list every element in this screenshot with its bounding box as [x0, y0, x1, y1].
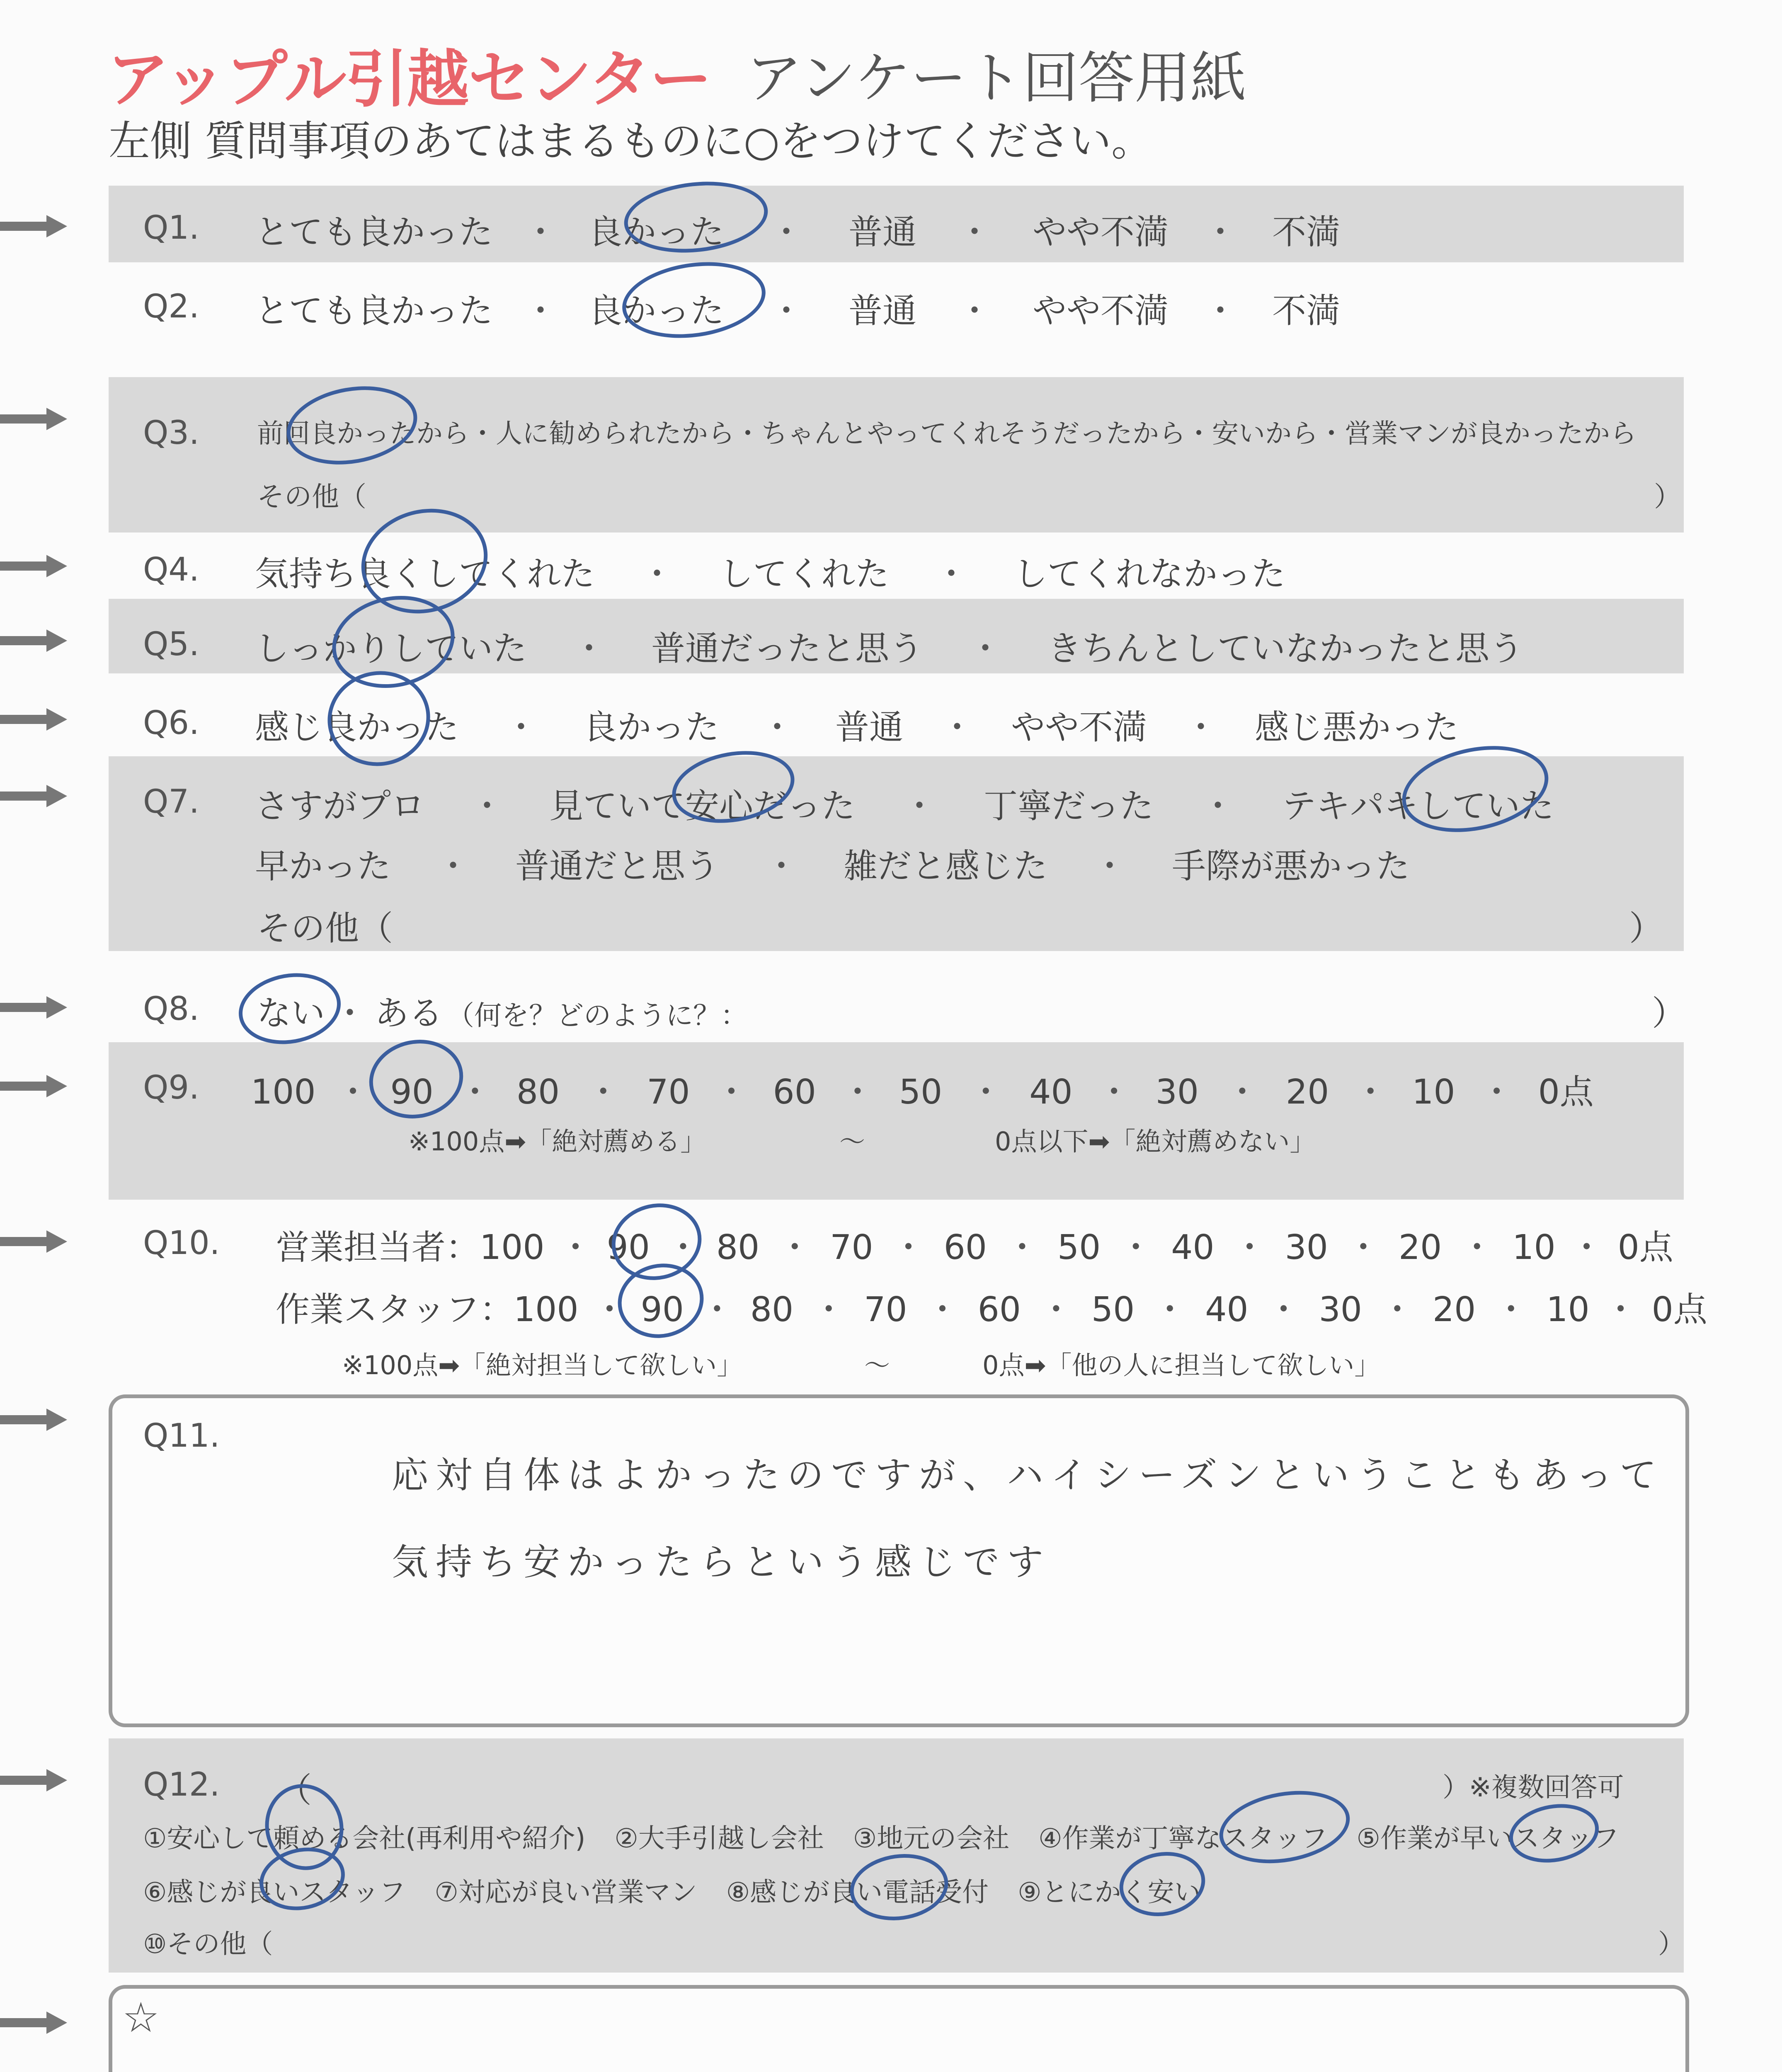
q5-option[interactable]: きちんとしていなかったと思う	[1047, 629, 1524, 668]
q9-score[interactable]: 40	[1029, 1072, 1073, 1112]
q4-option[interactable]: してくれた	[719, 554, 890, 594]
q10-staff-score[interactable]: 100	[514, 1290, 579, 1329]
q9-score[interactable]: 10	[1412, 1072, 1455, 1112]
q10-note-right: 0点➡「他の人に担当して欲しい」	[982, 1350, 1380, 1380]
q5-option[interactable]: 普通だったと思う	[651, 629, 924, 668]
q12-options-row1	[143, 1817, 1619, 1855]
q10-staff-row: 作業スタッフ：100 ・ 90 ・ 80 ・ 70 ・ 60 ・ 50 ・ 40 ・ 30 ・ 20 ・ 10 ・ 0点	[276, 1283, 1707, 1331]
star-icon: ☆	[122, 1993, 160, 2042]
q12-option[interactable]: ②大手引越し会社	[614, 1823, 824, 1854]
q10-note-left: ※100点➡「絶対担当して欲しい」	[342, 1350, 743, 1380]
q12-open: （	[278, 1771, 312, 1810]
q7-options-row1: さすがプロ ・ 見ていて安心だった ・ 丁寧だった ・ テキパキしていた	[255, 779, 1554, 828]
arrow-icon	[0, 1073, 70, 1098]
q2-option[interactable]: やや不満	[1033, 291, 1169, 331]
q12-option[interactable]: ③地元の会社	[853, 1823, 1010, 1854]
q12-option[interactable]: ⑦対応が良い営業マン	[434, 1877, 697, 1908]
q12-option[interactable]: ①安心して頼める会社(再利用や紹介)	[143, 1823, 586, 1854]
q10-sales-score[interactable]: 30	[1285, 1228, 1328, 1267]
q10-staff-score[interactable]: 50	[1091, 1290, 1135, 1329]
answer-circle-mark	[617, 254, 770, 347]
q6-option[interactable]: 感じ悪かった	[1255, 708, 1459, 747]
q9-score[interactable]: 90	[390, 1072, 434, 1112]
q10-staff-score[interactable]: 10	[1546, 1290, 1590, 1329]
arrow-icon	[0, 1407, 70, 1432]
q9-score[interactable]: 70	[647, 1072, 690, 1112]
q11-answer-line2: 気持ち安かったらという感じです	[392, 1541, 1051, 1583]
q10-staff-score[interactable]: 40	[1205, 1290, 1249, 1329]
q7-option[interactable]: 雑だと感じた	[844, 847, 1048, 886]
q7-other: その他（	[257, 909, 393, 948]
q7-option[interactable]: 早かった	[255, 847, 391, 886]
q9-score[interactable]: 30	[1155, 1072, 1199, 1112]
q1-options: とても良かった ・ 良かった ・ 普通 ・ やや不満 ・ 不満	[255, 205, 1340, 254]
arrow-icon	[0, 406, 70, 431]
q10-sales-score[interactable]: 20	[1398, 1228, 1442, 1267]
brand-title: アップル引越センター	[107, 44, 711, 116]
arrow-icon	[0, 1229, 70, 1254]
q10-staff-score[interactable]: 0点	[1651, 1290, 1707, 1329]
q10-tilde: 〜	[864, 1350, 890, 1380]
q1-label: Q1.	[143, 209, 199, 247]
arrow-icon	[0, 707, 70, 731]
instruction-text: 左側 質問事項のあてはまるものに○をつけてください。	[109, 117, 1153, 165]
q11-answer-line1: 応対自体はよかったのですが、ハイシーズンということもあって	[392, 1454, 1664, 1496]
q2-option[interactable]: とても良かった	[255, 291, 493, 331]
q10-staff-score[interactable]: 70	[864, 1290, 907, 1329]
q10-sales-score[interactable]: 60	[943, 1228, 987, 1267]
arrow-icon	[0, 553, 70, 578]
q4-label: Q4.	[143, 551, 199, 588]
q1-option[interactable]: 良かった	[588, 213, 725, 252]
q12-close-note: ）※複数回答可	[1443, 1772, 1624, 1803]
q2-option[interactable]: 普通	[849, 291, 917, 331]
arrow-icon	[0, 995, 70, 1019]
q6-option[interactable]: 普通	[835, 708, 904, 747]
q3-label: Q3.	[143, 414, 199, 452]
q10-sales-score[interactable]: 40	[1171, 1228, 1215, 1267]
q8-options: ない ・ ある （何を？どのように？：	[257, 986, 748, 1035]
q10-sales-row: 営業担当者：100 ・ 90 ・ 80 ・ 70 ・ 60 ・ 50 ・ 40 ・ 30 ・ 20 ・ 10 ・ 0点	[276, 1220, 1673, 1269]
q7-label: Q7.	[143, 783, 199, 821]
q6-options: 感じ良かった ・ 良かった ・ 普通 ・ やや不満 ・ 感じ悪かった	[255, 700, 1459, 749]
q12-option[interactable]: ⑥感じが良いスタッフ	[143, 1877, 406, 1908]
q1-option[interactable]: やや不満	[1033, 213, 1169, 252]
arrow-icon	[0, 1767, 70, 1792]
q4-option[interactable]: してくれなかった	[1013, 554, 1286, 594]
q9-score[interactable]: 20	[1285, 1072, 1329, 1112]
q1-option[interactable]: 不満	[1272, 213, 1341, 252]
q12-label: Q12.	[143, 1766, 220, 1803]
q10-sales-score[interactable]: 50	[1057, 1228, 1101, 1267]
q5-label: Q5.	[143, 626, 199, 663]
q7-option[interactable]: 見ていて安心だった	[549, 787, 856, 826]
q9-label: Q9.	[143, 1069, 199, 1106]
q7-option[interactable]: 普通だと思う	[515, 847, 720, 886]
q10-sales-score[interactable]: 0点	[1617, 1228, 1673, 1267]
q8-close: ）	[1652, 994, 1686, 1033]
answer-circle-mark	[233, 966, 346, 1052]
q2-option[interactable]: 良かった	[588, 291, 725, 331]
q9-score[interactable]: 50	[899, 1072, 943, 1112]
arrow-icon	[0, 213, 70, 238]
q7-options-row2: 早かった ・ 普通だと思う ・ 雑だと感じた ・ 手際が悪かった	[255, 839, 1410, 888]
q3-options[interactable]: 前回良かったから・人に勧められたから・ちゃんとやってくれそうだったから・安いから・営業マンが良かったから	[257, 419, 1637, 449]
q2-option[interactable]: 不満	[1272, 291, 1341, 331]
q8-prompt: （何を？どのように？：	[447, 1000, 748, 1031]
q5-option[interactable]: しっかりしていた	[255, 629, 527, 668]
q6-option[interactable]: やや不満	[1011, 708, 1147, 747]
q10-staff-score[interactable]: 60	[977, 1290, 1021, 1329]
q12-other: ⑩その他（	[143, 1929, 273, 1960]
free-comment-box[interactable]	[109, 1985, 1689, 2072]
q9-score[interactable]: 0点	[1538, 1072, 1594, 1112]
q1-option[interactable]: 普通	[849, 213, 917, 252]
q4-option[interactable]: 気持ち良くしてくれた	[255, 554, 595, 594]
q10-sales-score[interactable]: 80	[716, 1228, 760, 1267]
q9-score[interactable]: 80	[516, 1072, 560, 1112]
q10-staff-score[interactable]: 30	[1319, 1290, 1362, 1329]
document-title: アンケート回答用紙	[746, 46, 1246, 111]
q2-options: とても良かった ・ 良かった ・ 普通 ・ やや不満 ・ 不満	[255, 284, 1340, 332]
q10-sales-score[interactable]: 70	[830, 1228, 873, 1267]
q3-other-close: ）	[1654, 481, 1681, 513]
q6-option[interactable]: 感じ良かった	[255, 708, 459, 747]
q6-label: Q6.	[143, 704, 199, 742]
q12-other-close: ）	[1658, 1929, 1685, 1960]
q10-staff-score[interactable]: 90	[640, 1290, 684, 1329]
q9-note-right: 0点以下➡「絶対薦めない」	[995, 1126, 1316, 1157]
q10-staff-score[interactable]: 80	[750, 1290, 794, 1329]
q5-options: しっかりしていた ・ 普通だったと思う ・ きちんとしていなかったと思う	[255, 622, 1523, 670]
q8-label: Q8.	[143, 990, 199, 1028]
q9-score[interactable]: 60	[773, 1072, 816, 1112]
q12-option[interactable]: ⑨とにかく安い	[1018, 1877, 1201, 1908]
q7-option[interactable]: 丁寧だった	[984, 787, 1154, 826]
q2-label: Q2.	[143, 288, 199, 325]
q7-option[interactable]: テキパキしていた	[1282, 787, 1554, 826]
q10-staff-label: 作業スタッフ：	[276, 1290, 514, 1329]
q11-label: Q11.	[143, 1417, 220, 1455]
q1-option[interactable]: とても良かった	[255, 213, 493, 252]
q3-other: その他（	[257, 481, 366, 513]
arrow-icon	[0, 783, 70, 808]
q9-tilde: 〜	[839, 1126, 866, 1157]
q10-sales-score[interactable]: 10	[1512, 1228, 1556, 1267]
q7-option[interactable]: さすがプロ	[255, 787, 425, 826]
q9-scores: 100 ・ 90 ・ 80 ・ 70 ・ 60 ・ 50 ・ 40 ・ 30 ・ 20 ・ 10 ・ 0点	[251, 1065, 1594, 1113]
arrow-icon	[0, 628, 70, 653]
q8-option-yes[interactable]: ある	[375, 994, 443, 1033]
q12-option[interactable]: ⑤作業が早いスタッフ	[1356, 1823, 1619, 1854]
q7-other-close: ）	[1629, 909, 1663, 948]
q4-options: 気持ち良くしてくれた ・ してくれた ・ してくれなかった	[255, 547, 1285, 595]
q6-option[interactable]: 良かった	[583, 708, 720, 747]
q12-option[interactable]: ④作業が丁寧なスタッフ	[1038, 1823, 1328, 1854]
q12-option[interactable]: ⑧感じが良い電話受付	[726, 1877, 989, 1908]
q8-option-no[interactable]: ない	[257, 994, 325, 1033]
q10-sales-label: 営業担当者：	[276, 1228, 480, 1267]
q10-staff-score[interactable]: 20	[1432, 1290, 1476, 1329]
q10-sales-score[interactable]: 100	[480, 1228, 545, 1267]
q9-score[interactable]: 100	[251, 1072, 316, 1112]
q7-option[interactable]: 手際が悪かった	[1172, 847, 1410, 886]
arrow-icon	[0, 2010, 70, 2035]
q10-sales-score[interactable]: 90	[606, 1228, 650, 1267]
q10-label: Q10.	[143, 1225, 220, 1262]
q9-note-left: ※100点➡「絶対薦める」	[408, 1126, 706, 1157]
